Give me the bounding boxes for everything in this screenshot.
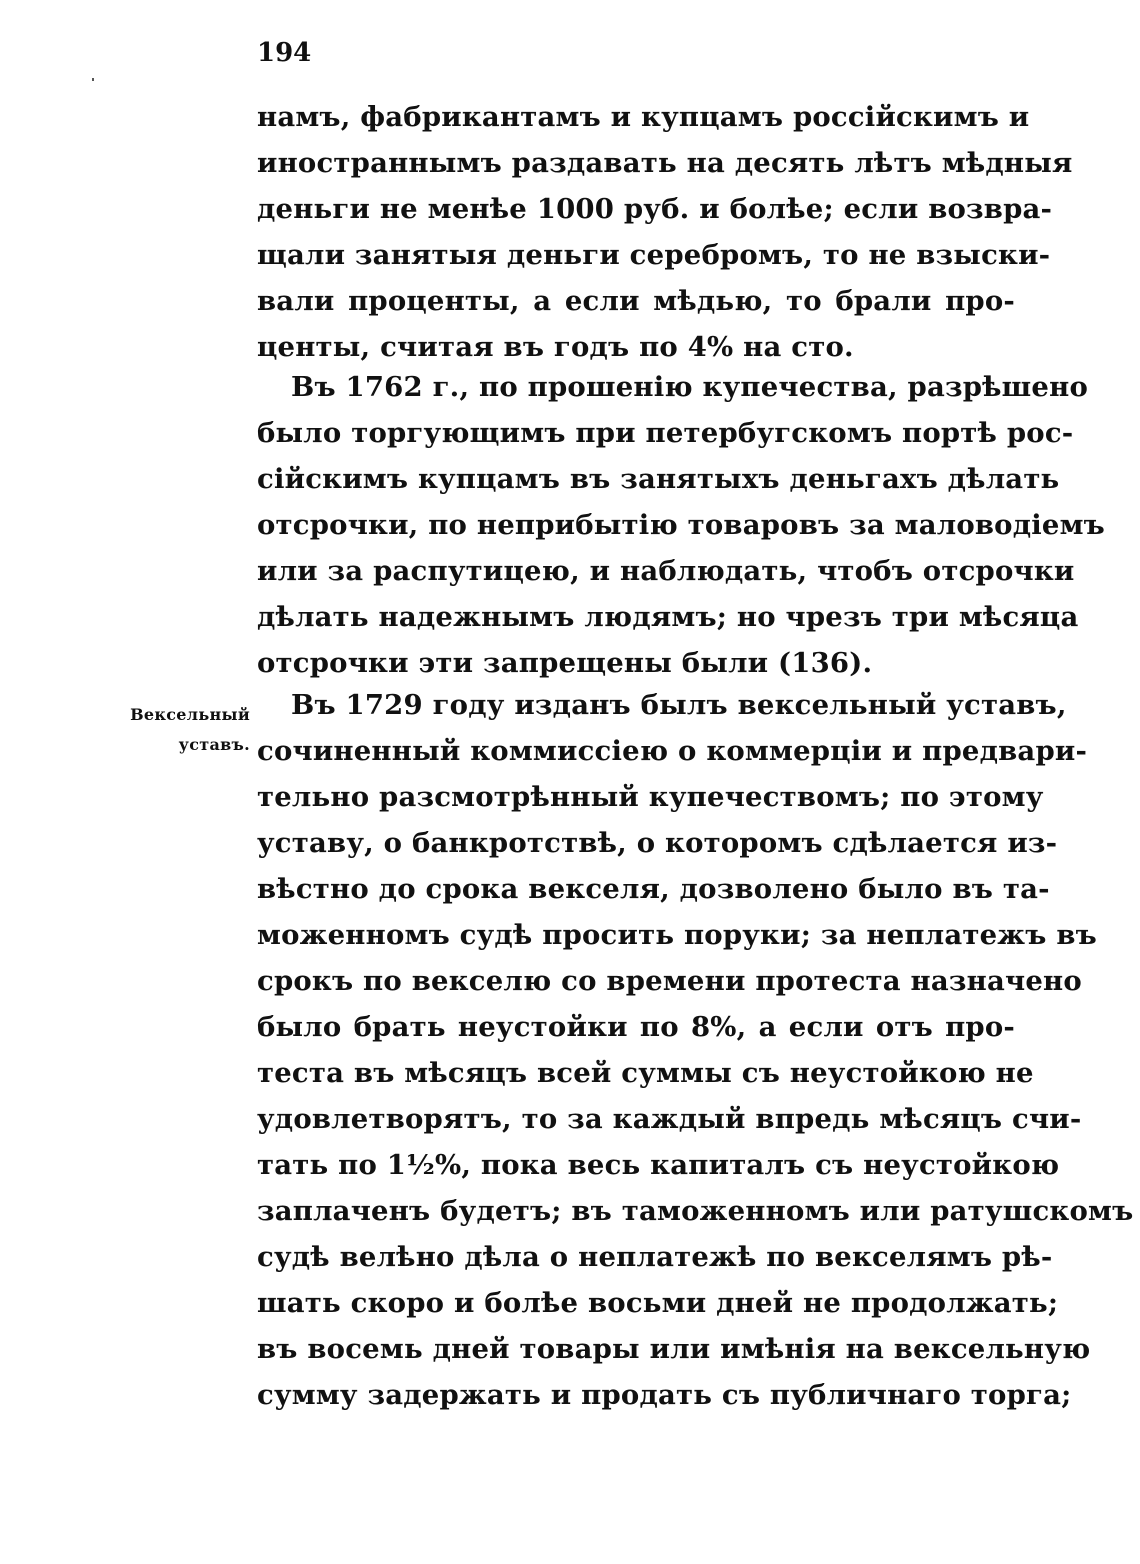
margin-note-bill-of-exchange-statute (118, 700, 250, 760)
text-line: удовлетворятъ, то за каждый впредь мѣсяцъ счи- (257, 1103, 1082, 1135)
text-line: тельно разсмотрѣнный купечествомъ; по этому (257, 781, 1044, 813)
paragraph-1 (257, 94, 1073, 370)
text-line: центы, считая въ годъ по 4% на сто. (257, 331, 854, 363)
text-line: отсрочки эти запрещены были (136). (257, 647, 873, 679)
text-line: судѣ велѣно дѣла о неплатежѣ по векселямъ рѣ- (257, 1241, 1053, 1273)
text-line: теста въ мѣсяцъ всей суммы съ неустойкою не (257, 1057, 1034, 1089)
text-line: сочиненный коммиссіею о коммерціи и предвари- (257, 735, 1088, 767)
text-line: щали занятыя деньги серебромъ, то не взыски- (257, 239, 1051, 271)
text-line: было брать неустойки по 8%, а если отъ про- (257, 1011, 1015, 1043)
text-line: тать по 1½%, пока весь капиталъ съ неустойкою (257, 1149, 1060, 1181)
paragraph-2 (257, 364, 1105, 686)
text-line: заплаченъ будетъ; въ таможенномъ или ратушскомъ (257, 1195, 1134, 1227)
text-line: намъ, фабрикантамъ и купцамъ россійскимъ и (257, 101, 1030, 133)
text-line: Въ 1729 году изданъ былъ вексельный уставъ, (291, 689, 1067, 721)
scan-speck (92, 78, 94, 81)
page-number: 194 (257, 38, 312, 68)
text-line: уставу, о банкротствѣ, о которомъ сдѣлается из- (257, 827, 1058, 859)
text-line: сійскимъ купцамъ въ занятыхъ деньгахъ дѣлать (257, 463, 1060, 495)
text-line: было торгующимъ при петербугскомъ портѣ рос- (257, 417, 1074, 449)
text-line: иностраннымъ раздавать на десять лѣтъ мѣдныя (257, 147, 1073, 179)
margin-note-line: Вексельный (130, 705, 250, 724)
text-line: вали проценты, а если мѣдью, то брали про- (257, 285, 1015, 317)
text-line: дѣлать надежнымъ людямъ; но чрезъ три мѣсяца (257, 601, 1079, 633)
text-line: шать скоро и болѣе восьми дней не продолжать; (257, 1287, 1059, 1319)
text-line: или за распутицею, и наблюдать, чтобъ отсрочки (257, 555, 1075, 587)
text-line: моженномъ судѣ просить поруки; за неплатежъ въ (257, 919, 1097, 951)
text-line: вѣстно до срока векселя, дозволено было въ та- (257, 873, 1050, 905)
text-line: въ восемь дней товары или имѣнія на вексельную (257, 1333, 1091, 1365)
margin-note-line: уставъ. (178, 735, 250, 754)
text-line: сумму задержать и продать съ публичнаго торга; (257, 1379, 1072, 1411)
paragraph-3 (257, 682, 1134, 1418)
text-line: деньги не менѣе 1000 руб. и болѣе; если возвра- (257, 193, 1053, 225)
text-line: отсрочки, по неприбытію товаровъ за маловодіемъ (257, 509, 1105, 541)
text-line: Въ 1762 г., по прошенію купечества, разрѣшено (291, 371, 1088, 403)
text-line: срокъ по векселю со времени протеста назначено (257, 965, 1082, 997)
